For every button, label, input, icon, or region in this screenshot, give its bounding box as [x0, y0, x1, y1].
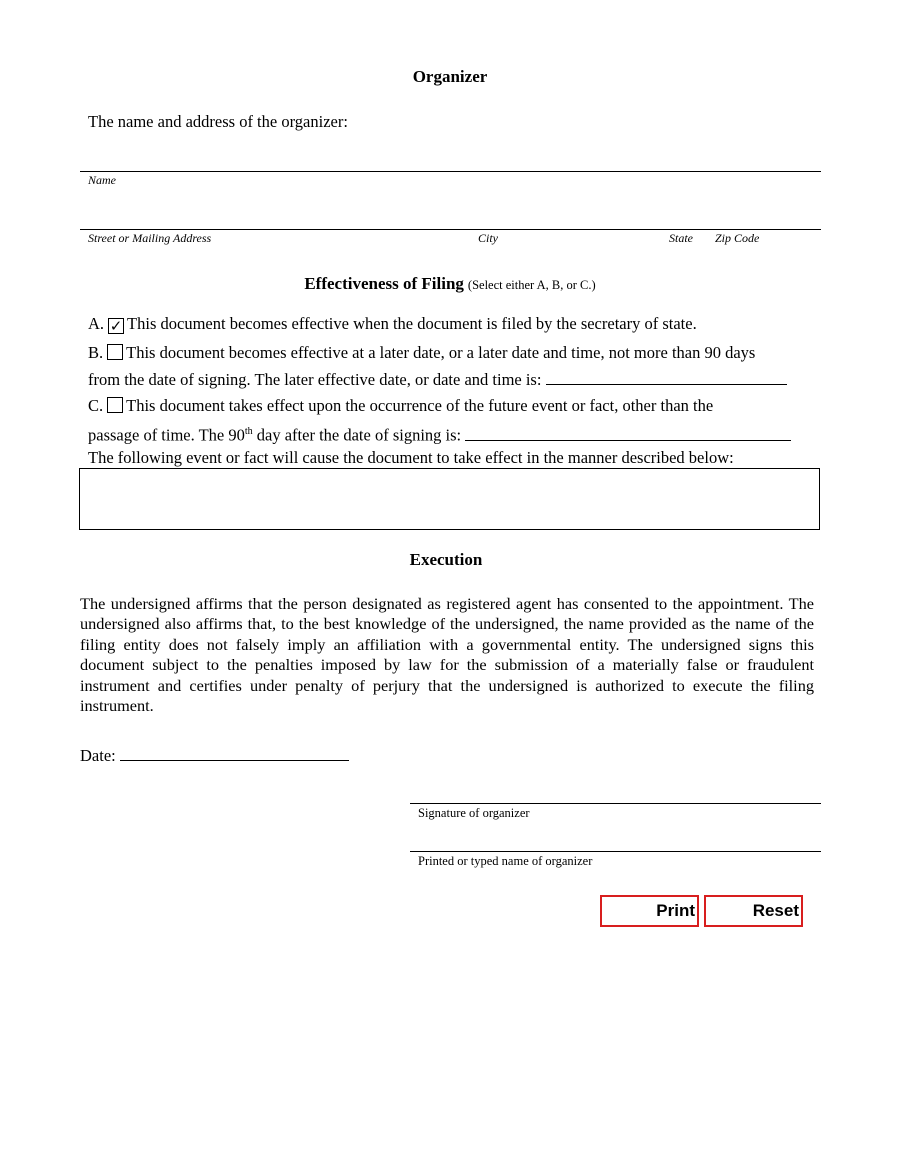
execution-paragraph: The undersigned affirms that the person designated as registered agent has consented to the appointment. The undersigned also affirms that, to the best knowledge of the undersigned, the name provided as the name of the filing entity does not falsely imply an affiliation with a governmental entity. The undersigned signs this document subject to the penalties imposed by law for the submission of a materially false or fraudulent instrument and certifies under penalty of perjury that the undersigned is authorized to execute the filing instrument.	[80, 594, 814, 716]
printed-name-label: Printed or typed name of organizer	[418, 854, 593, 868]
option-a-row	[88, 314, 697, 334]
printed-name-line[interactable]	[410, 851, 821, 852]
option-b-row	[88, 343, 755, 363]
option-c-row-2	[88, 422, 791, 446]
city-label: City	[478, 231, 498, 245]
signature-label: Signature of organizer	[418, 806, 530, 820]
state-label: State	[669, 231, 693, 245]
event-prompt: The following event or fact will cause the document to take effect in the manner described below:	[88, 448, 734, 467]
reset-button[interactable]: Reset	[704, 895, 803, 927]
execution-heading: Execution	[409, 550, 483, 569]
organizer-address-field[interactable]	[80, 206, 820, 228]
organizer-name-field[interactable]	[80, 148, 820, 170]
option-b-text-line1: This document becomes effective at a later date, or a later date and time, not more than 90 days	[126, 343, 756, 362]
option-c-text-line2-post: day after the date of signing is:	[252, 425, 462, 445]
date-label: Date:	[80, 746, 116, 765]
print-button[interactable]: Print	[600, 895, 699, 927]
zip-label: Zip Code	[715, 231, 760, 245]
option-c-checkbox[interactable]	[107, 397, 123, 413]
organizer-heading: Organizer	[412, 67, 488, 86]
option-b-checkbox[interactable]	[107, 344, 123, 360]
effectiveness-heading-row	[0, 274, 900, 294]
address-line	[80, 229, 821, 230]
option-c-ordinal-suffix: th	[244, 426, 253, 437]
option-a-checkbox[interactable]	[108, 318, 124, 334]
name-label: Name	[88, 173, 116, 187]
organizer-intro: The name and address of the organizer:	[88, 112, 348, 131]
event-description-value	[80, 469, 819, 477]
option-a-letter: A.	[88, 314, 105, 333]
date-field[interactable]	[120, 745, 349, 761]
option-c-text-line1: This document takes effect upon the occurrence of the future event or fact, other than the	[126, 396, 714, 415]
name-line	[80, 171, 821, 172]
option-c-row	[88, 396, 713, 416]
option-c-letter: C.	[88, 396, 104, 415]
option-b-date-field[interactable]	[546, 369, 787, 385]
check-mark-icon: ✓	[109, 317, 123, 335]
street-label: Street or Mailing Address	[88, 231, 212, 245]
option-a-text: This document becomes effective when the document is filed by the secretary of state.	[127, 314, 697, 333]
effectiveness-note: (Select either A, B, or C.)	[467, 278, 596, 292]
signature-line[interactable]	[410, 803, 821, 804]
event-description-box[interactable]	[79, 468, 820, 530]
option-b-text-line2: from the date of signing. The later effective date, or date and time is:	[88, 370, 542, 389]
option-b-letter: B.	[88, 343, 104, 362]
option-b-row-2	[88, 369, 787, 390]
option-c-date-field[interactable]	[465, 425, 791, 441]
option-c-text-line2-pre: passage of time. The 90	[88, 425, 245, 445]
date-row	[80, 745, 349, 766]
effectiveness-heading: Effectiveness of Filing	[304, 274, 464, 293]
